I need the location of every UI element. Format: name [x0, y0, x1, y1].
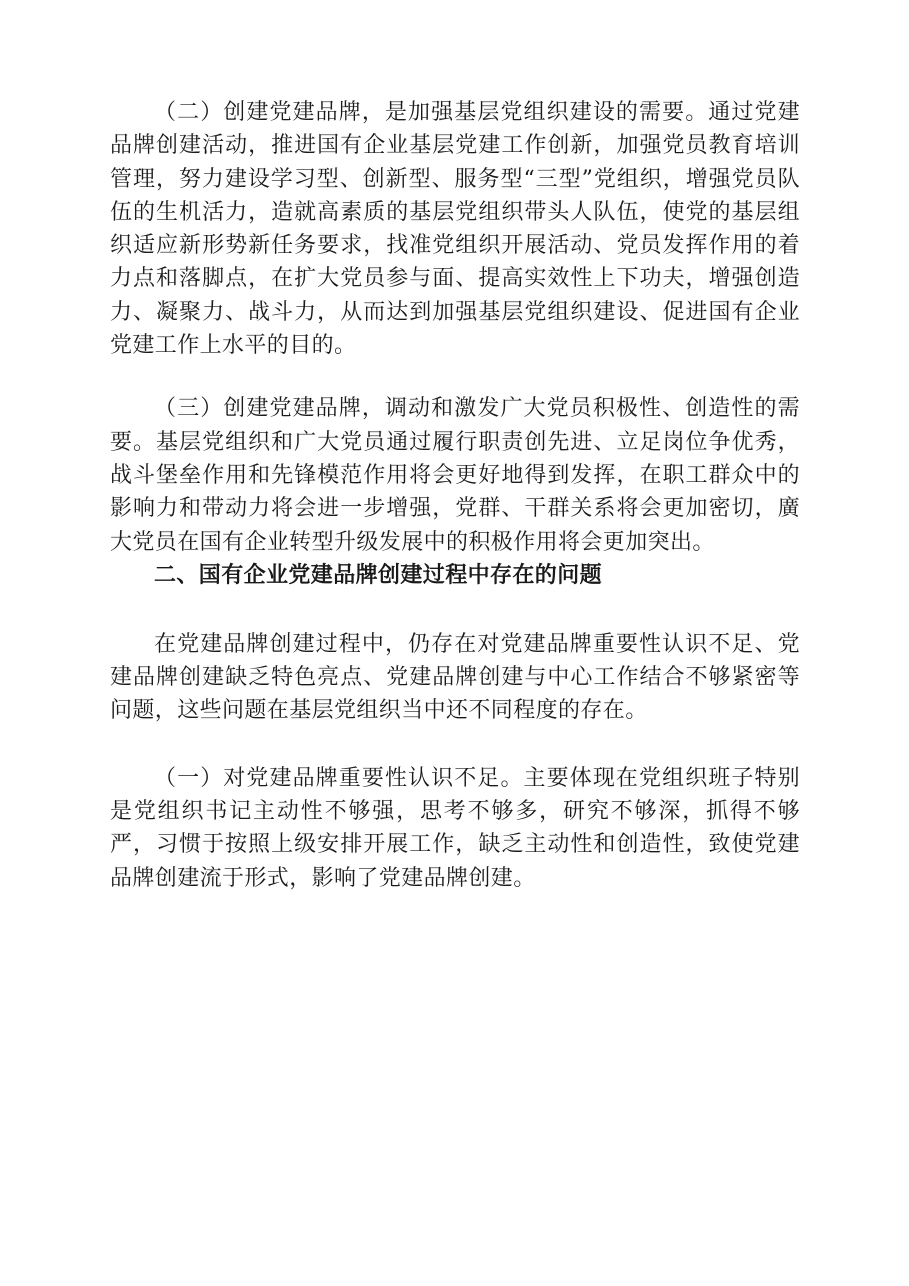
paragraph-party-building-brand-grassroots: （二）创建党建品牌，是加强基层党组织建设的需要。通过党建品牌创建活动，推进国有企业基层党建工作创新，加强党员教育培训管理，努力建设学习型、创新型、服务型“三型”党组织，增强党员队伍的生机活力，造就高素质的基层党组织带头人队伍，使党的基层组织适应新形势新任务要求，找准党组织开展活动、党员发挥作用的着力点和落脚点，在扩大党员参与面、提高实效性上下功夫，增强创造力、凝聚力、战斗力，从而达到加强基层党组织建设、促进国有企业党建工作上水平的目的。: [110, 100, 800, 359]
document-body: [110, 96, 800, 895]
section-heading-problems: 二、国有企业党建品牌创建过程中存在的问题: [154, 562, 603, 588]
paragraph-problems-overview: 在党建品牌创建过程中，仍存在对党建品牌重要性认识不足、党建品牌创建缺乏特色亮点、党建品牌创建与中心工作结合不够紧密等问题，这些问题在基层党组织当中还不同程度的存在。: [110, 631, 800, 724]
paragraph-party-building-brand-motivation: （三）创建党建品牌，调动和激发广大党员积极性、创造性的需要。基层党组织和广大党员通过履行职责创先进、立足岗位争优秀，战斗堡垒作用和先锋模范作用将会更好地得到发挥，在职工群众中的影响力和带动力将会进一步增强，党群、干群关系将会更加密切，廣大党员在国有企业转型升级发展中的积极作用将会更加突出。: [110, 396, 800, 555]
paragraph-insufficient-awareness: （一）对党建品牌重要性认识不足。主要体现在党组织班子特别是党组织书记主动性不够强，思考不够多，研究不够深，抓得不够严，习惯于按照上级安排开展工作，缺乏主动性和创造性，致使党建品牌创建流于形式，影响了党建品牌创建。: [110, 765, 800, 891]
